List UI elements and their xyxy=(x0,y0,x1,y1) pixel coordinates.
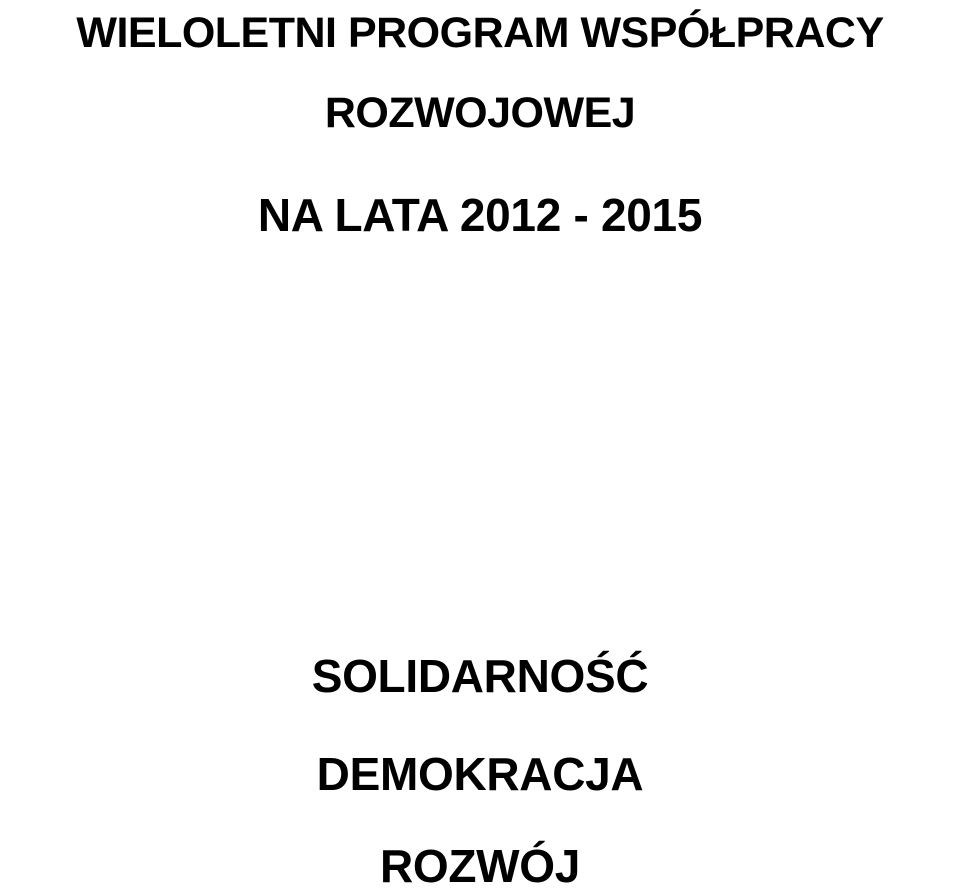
title-line-1: WIELOLETNI PROGRAM WSPÓŁPRACY xyxy=(76,9,884,57)
title-line-3: NA LATA 2012 - 2015 xyxy=(257,189,703,241)
motto-development: ROZWÓJ xyxy=(379,840,581,892)
title-line-2: ROZWOJOWEJ xyxy=(324,89,636,137)
motto-solidarity: SOLIDARNOŚĆ xyxy=(311,650,649,702)
motto-democracy: DEMOKRACJA xyxy=(316,748,644,800)
